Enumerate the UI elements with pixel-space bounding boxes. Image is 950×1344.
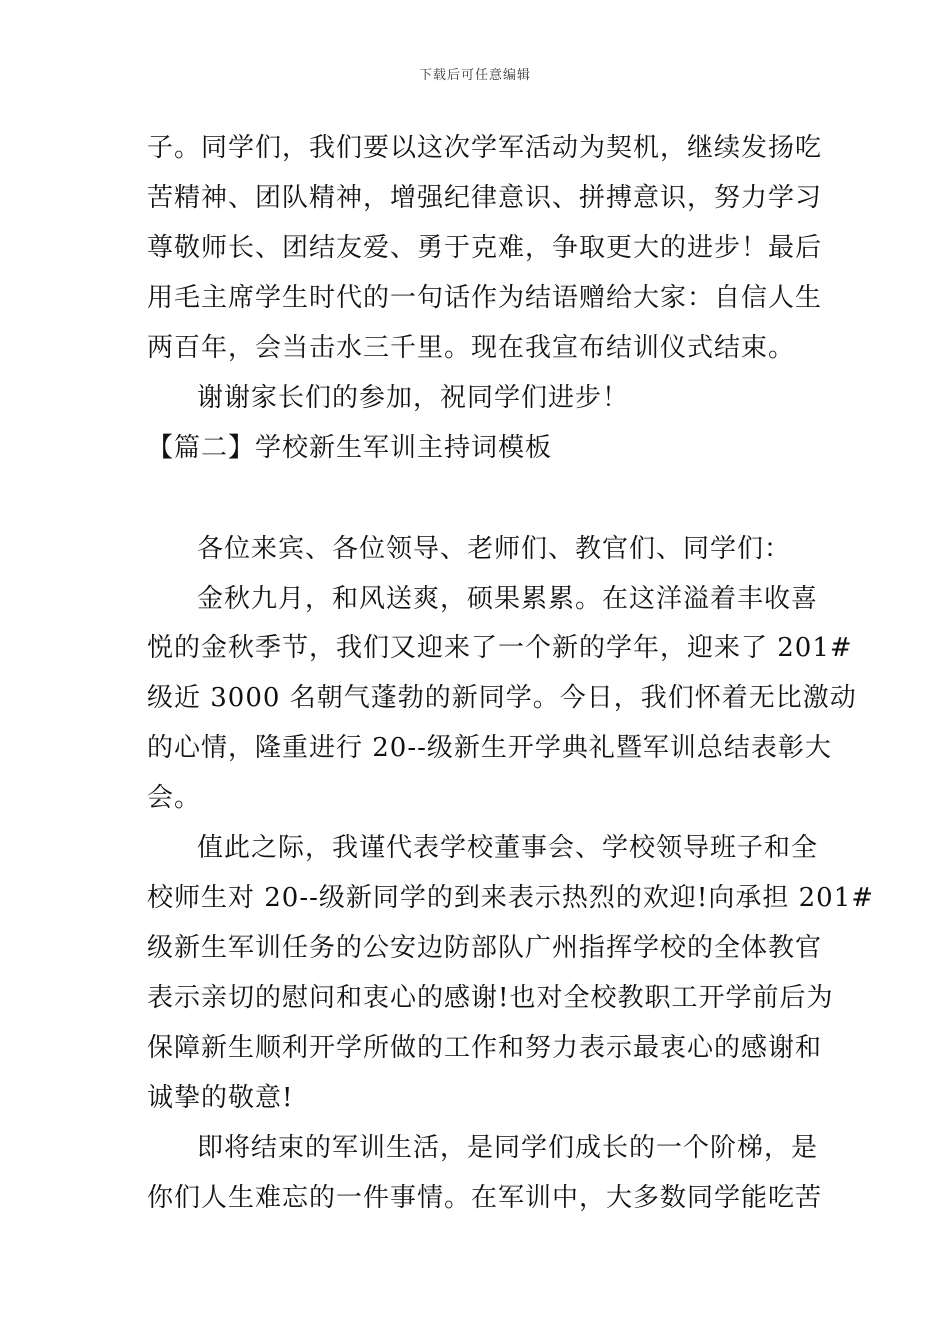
- page-header: 下载后可任意编辑: [418, 68, 531, 83]
- text-line: 级近 3000 名朝气蓬勃的新同学。今日，我们怀着无比激动: [147, 683, 857, 713]
- text-line: 表示亲切的慰问和衷心的感谢!也对全校教职工开学前后为: [147, 983, 834, 1013]
- text-line: 子。同学们，我们要以这次学军活动为契机，继续发扬吃: [147, 133, 823, 163]
- text-line: 各位来宾、各位领导、老师们、教官们、同学们：: [197, 534, 792, 564]
- text-line: 校师生对 20--级新同学的到来表示热烈的欢迎!向承担 201#: [147, 883, 875, 913]
- text-line: 尊敬师长、团结友爱、勇于克难，争取更大的进步！最后: [147, 233, 823, 263]
- text-line: 金秋九月，和风送爽，硕果累累。在这洋溢着丰收喜: [197, 584, 819, 614]
- text-line: 即将结束的军训生活，是同学们成长的一个阶梯，是: [197, 1133, 819, 1163]
- text-line: 会。: [147, 783, 202, 813]
- text-line: 谢谢家长们的参加，祝同学们进步！: [197, 383, 630, 413]
- text-line: 诚挚的敬意!: [147, 1083, 294, 1113]
- text-line: 用毛主席学生时代的一句话作为结语赠给大家：自信人生: [147, 283, 823, 313]
- text-line: 保障新生顺利开学所做的工作和努力表示最衷心的感谢和: [147, 1033, 823, 1063]
- text-line: 的心情，隆重进行 20--级新生开学典礼暨军训总结表彰大: [147, 733, 832, 763]
- text-line: 悦的金秋季节，我们又迎来了一个新的学年，迎来了 201#: [147, 633, 853, 663]
- text-line: 级新生军训任务的公安边防部队广州指挥学校的全体教官: [147, 933, 823, 963]
- text-line: 值此之际，我谨代表学校董事会、学校领导班子和全: [197, 833, 819, 863]
- text-line: 两百年，会当击水三千里。现在我宣布结训仪式结束。: [147, 333, 796, 363]
- text-line: 你们人生难忘的一件事情。在军训中，大多数同学能吃苦: [147, 1183, 823, 1213]
- text-line: 苦精神、团队精神，增强纪律意识、拼搏意识，努力学习: [147, 183, 823, 213]
- section-heading: 【篇二】学校新生军训主持词模板: [147, 433, 553, 463]
